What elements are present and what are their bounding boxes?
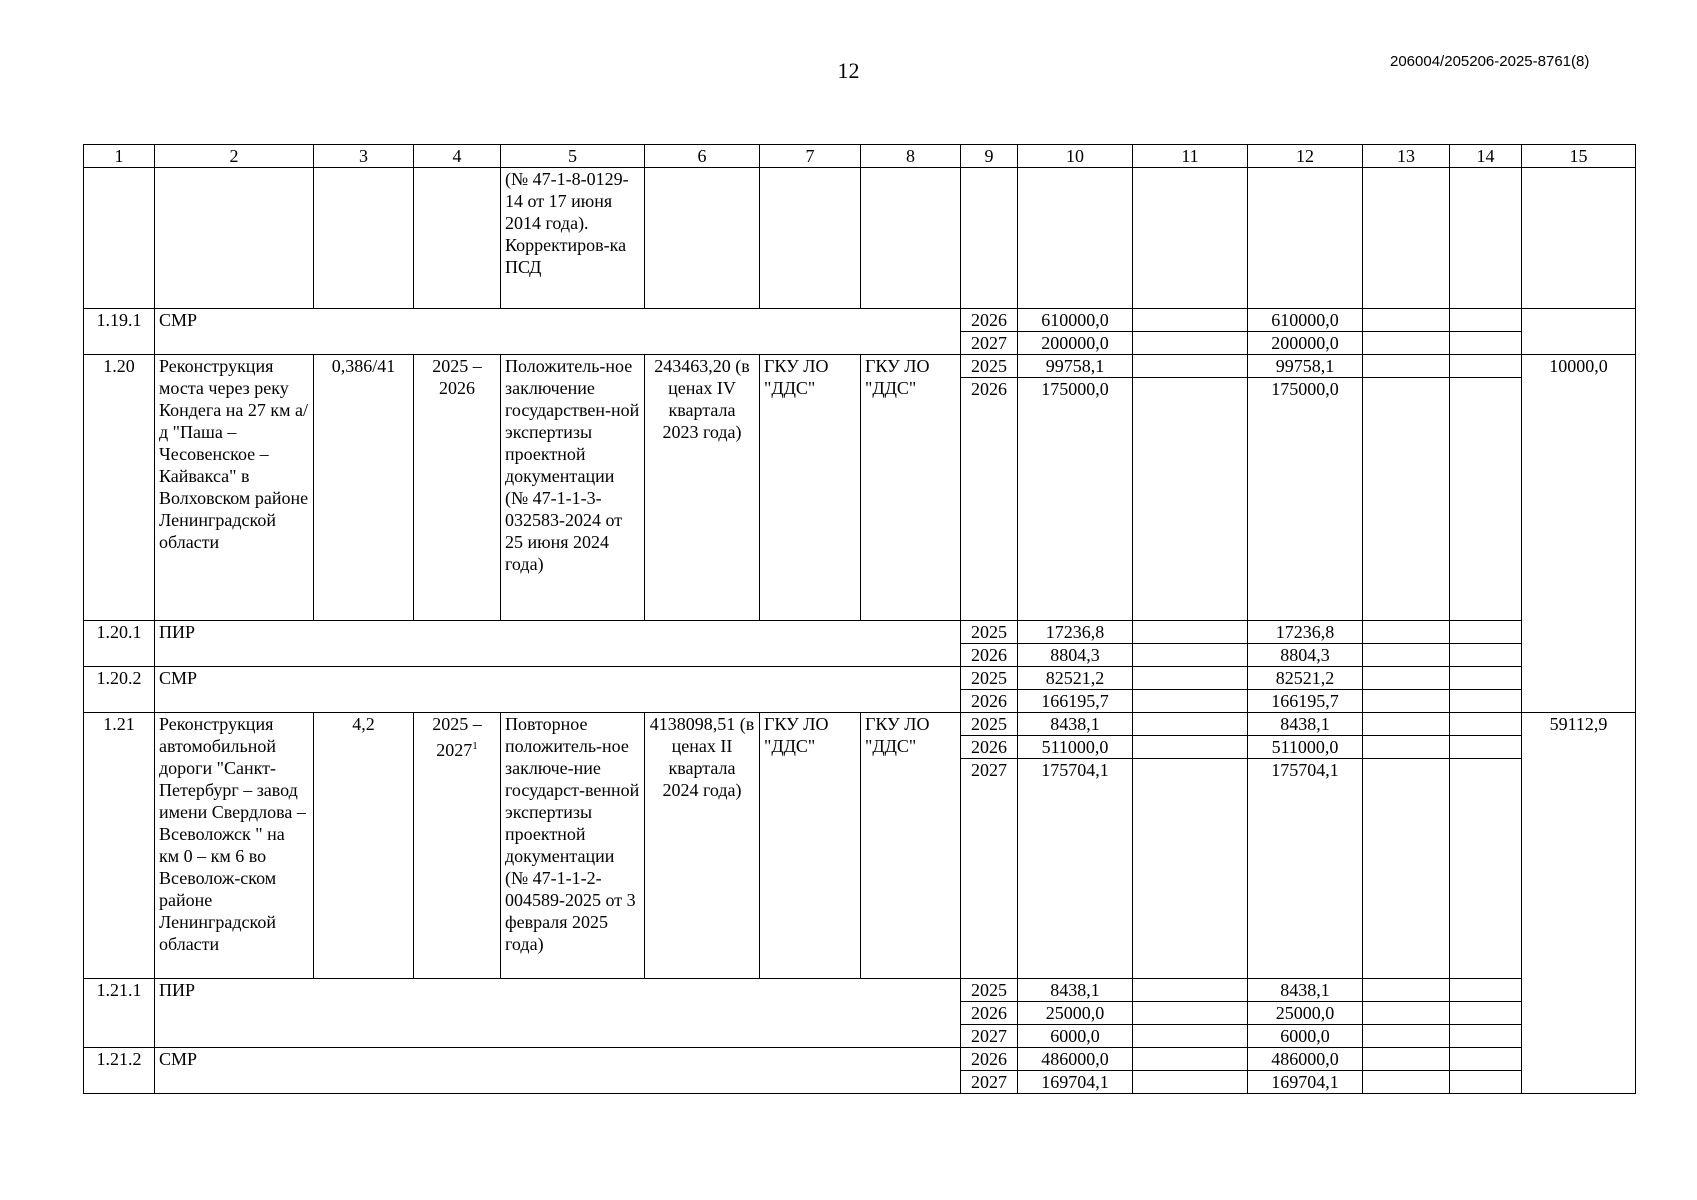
customer: ГКУ ЛО "ДДС" <box>760 355 861 621</box>
table-row <box>84 713 1636 736</box>
year: 2026 <box>961 1002 1018 1025</box>
year: 2026 <box>961 378 1018 621</box>
developer: ГКУ ЛО "ДДС" <box>861 355 961 621</box>
capacity: 4,2 <box>314 713 414 979</box>
amount-total: 200000,0 <box>1018 332 1133 355</box>
period-text: 2025 – 2027 <box>432 714 482 760</box>
year: 2025 <box>961 621 1018 644</box>
amount-regional: 6000,0 <box>1248 1025 1363 1048</box>
estimated-cost: 4138098,51 (в ценах II квартала 2024 года) <box>645 713 760 979</box>
year: 2026 <box>961 736 1018 759</box>
col-header: 10 <box>1018 145 1133 168</box>
amount-total: 8804,3 <box>1018 644 1133 667</box>
amount-total: 175000,0 <box>1018 378 1133 621</box>
table-row <box>84 309 1636 332</box>
period: 2025 – 2026 <box>414 355 501 621</box>
customer: ГКУ ЛО "ДДС" <box>760 713 861 979</box>
row-number: 1.20 <box>84 355 155 621</box>
row-number: 1.21.2 <box>84 1048 155 1094</box>
amount-regional: 166195,7 <box>1248 690 1363 713</box>
year: 2027 <box>961 759 1018 979</box>
row-number: 1.21.1 <box>84 979 155 1048</box>
amount-total: 6000,0 <box>1018 1025 1133 1048</box>
col-header: 14 <box>1450 145 1522 168</box>
year: 2026 <box>961 1048 1018 1071</box>
row-number: 1.21 <box>84 713 155 979</box>
amount-regional: 8804,3 <box>1248 644 1363 667</box>
amount-total: 610000,0 <box>1018 309 1133 332</box>
amount-total: 99758,1 <box>1018 355 1133 378</box>
amount-regional: 82521,2 <box>1248 667 1363 690</box>
year: 2025 <box>961 667 1018 690</box>
amount-regional: 8438,1 <box>1248 713 1363 736</box>
amount-regional: 511000,0 <box>1248 736 1363 759</box>
col-header: 13 <box>1363 145 1450 168</box>
year: 2026 <box>961 644 1018 667</box>
amount-total: 8438,1 <box>1018 713 1133 736</box>
year: 2025 <box>961 979 1018 1002</box>
expertise-conclusion: (№ 47-1-8-0129-14 от 17 июня 2014 года). Корректиров-ка ПСД <box>501 168 645 309</box>
col-header: 2 <box>155 145 314 168</box>
table-row <box>84 168 1636 309</box>
document-id: 206004/205206-2025-8761(8) <box>1390 53 1590 70</box>
row-number: 1.20.2 <box>84 667 155 713</box>
amount-regional: 175000,0 <box>1248 378 1363 621</box>
year: 2025 <box>961 713 1018 736</box>
table-row <box>84 667 1636 690</box>
expertise-conclusion: Повторное положитель-ное заключе-ние государст-венной экспертизы проектной документации (№ 47-1-1-2-004589-2025 от 3 февраля 2025 года) <box>501 713 645 979</box>
year: 2026 <box>961 309 1018 332</box>
year: 2026 <box>961 690 1018 713</box>
col-header: 7 <box>760 145 861 168</box>
remaining-cost: 10000,0 <box>1522 355 1636 713</box>
col-header: 12 <box>1248 145 1363 168</box>
col-header: 4 <box>414 145 501 168</box>
row-number: 1.20.1 <box>84 621 155 667</box>
remaining-cost: 59112,9 <box>1522 713 1636 1094</box>
amount-regional: 8438,1 <box>1248 979 1363 1002</box>
table-row <box>84 1048 1636 1071</box>
work-type: ПИР <box>155 621 961 667</box>
amount-total: 175704,1 <box>1018 759 1133 979</box>
table-row <box>84 979 1636 1002</box>
col-header: 3 <box>314 145 414 168</box>
amount-total: 82521,2 <box>1018 667 1133 690</box>
page-number: 12 <box>837 58 860 83</box>
amount-regional: 175704,1 <box>1248 759 1363 979</box>
amount-regional: 200000,0 <box>1248 332 1363 355</box>
year: 2025 <box>961 355 1018 378</box>
amount-total: 8438,1 <box>1018 979 1133 1002</box>
work-type: СМР <box>155 667 961 713</box>
amount-regional: 610000,0 <box>1248 309 1363 332</box>
period <box>414 713 501 979</box>
amount-total: 511000,0 <box>1018 736 1133 759</box>
amount-total: 169704,1 <box>1018 1071 1133 1094</box>
col-header: 6 <box>645 145 760 168</box>
amount-total: 25000,0 <box>1018 1002 1133 1025</box>
amount-regional: 25000,0 <box>1248 1002 1363 1025</box>
col-header: 9 <box>961 145 1018 168</box>
col-header: 15 <box>1522 145 1636 168</box>
work-type: СМР <box>155 309 961 355</box>
year: 2027 <box>961 1071 1018 1094</box>
column-number-row <box>84 145 1636 168</box>
amount-total: 486000,0 <box>1018 1048 1133 1071</box>
amount-regional: 99758,1 <box>1248 355 1363 378</box>
table-row <box>84 355 1636 378</box>
amount-regional: 486000,0 <box>1248 1048 1363 1071</box>
amount-total: 17236,8 <box>1018 621 1133 644</box>
estimated-cost: 243463,20 (в ценах IV квартала 2023 года) <box>645 355 760 621</box>
capacity: 0,386/41 <box>314 355 414 621</box>
year: 2027 <box>961 1025 1018 1048</box>
work-type: СМР <box>155 1048 961 1094</box>
amount-total: 166195,7 <box>1018 690 1133 713</box>
col-header: 11 <box>1133 145 1248 168</box>
object-name: Реконструкция автомобильной дороги "Санкт-Петербург – завод имени Свердлова – Всеволожск " на км 0 – км 6 во Всеволож-ском районе Ленинградской области <box>155 713 314 979</box>
investment-table <box>83 144 1636 1094</box>
year: 2027 <box>961 332 1018 355</box>
footnote-mark: 1 <box>472 740 478 752</box>
work-type: ПИР <box>155 979 961 1048</box>
developer: ГКУ ЛО "ДДС" <box>861 713 961 979</box>
col-header: 8 <box>861 145 961 168</box>
amount-regional: 17236,8 <box>1248 621 1363 644</box>
expertise-conclusion: Положитель-ное заключение государствен-ной экспертизы проектной документации (№ 47-1-1-3-032583-2024 от 25 июня 2024 года) <box>501 355 645 621</box>
table-row <box>84 621 1636 644</box>
object-name: Реконструкция моста через реку Кондега на 27 км а/д "Паша – Чесовенское – Кайвакса" в Волховском районе Ленинградской области <box>155 355 314 621</box>
amount-regional: 169704,1 <box>1248 1071 1363 1094</box>
col-header: 1 <box>84 145 155 168</box>
col-header: 5 <box>501 145 645 168</box>
row-number: 1.19.1 <box>84 309 155 355</box>
